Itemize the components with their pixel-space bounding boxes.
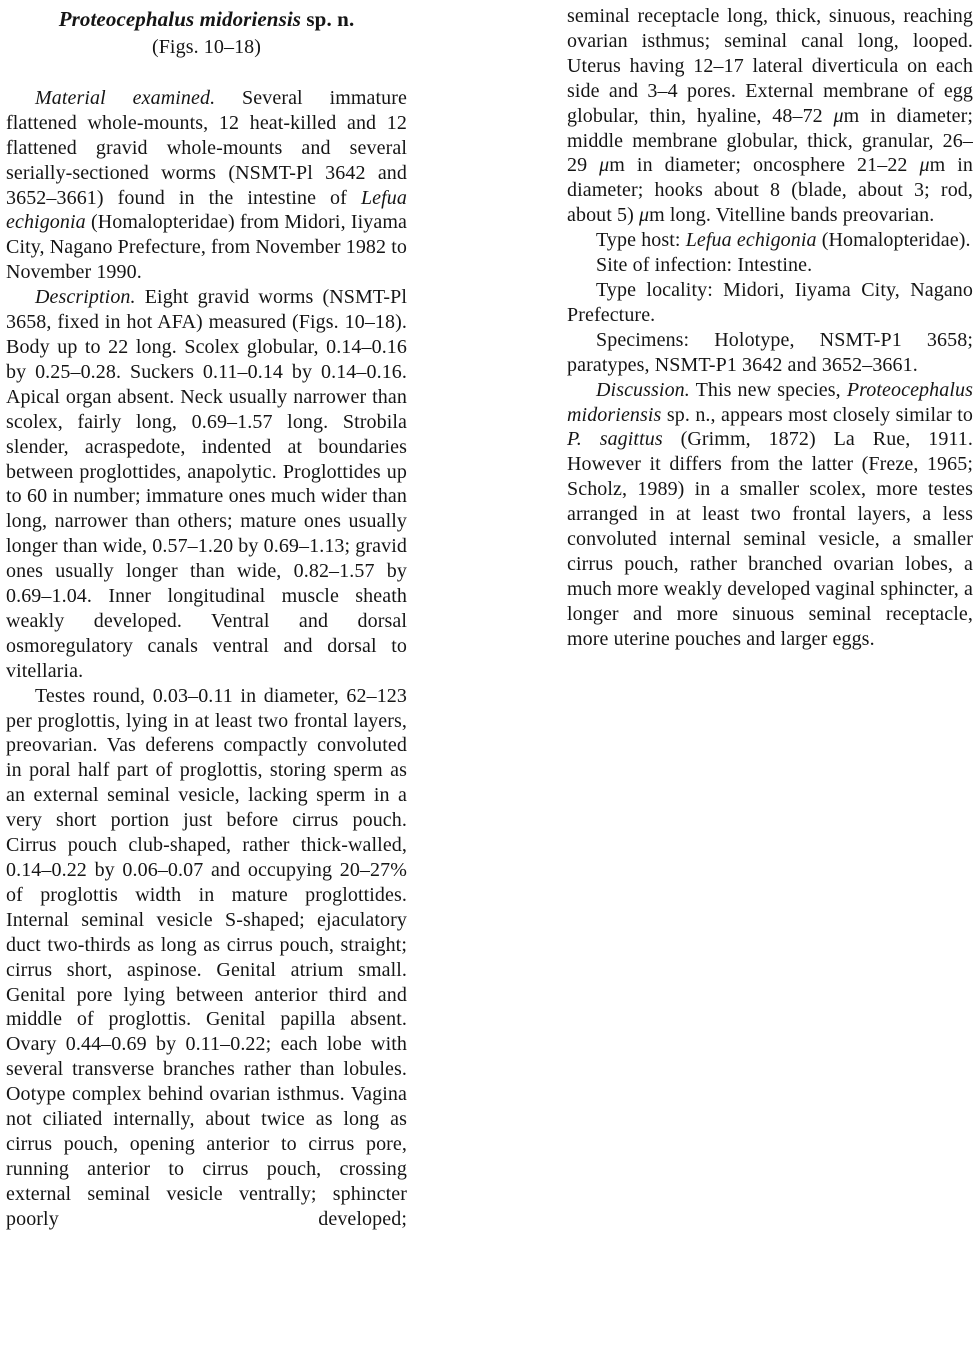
paragraph <box>567 253 973 278</box>
text-run: This new species, <box>689 378 847 401</box>
text-run: μ <box>599 154 610 177</box>
text-run: seminal receptacle long, thick, sinuous, reaching ovarian isthmus; seminal canal long, looped. Uterus having 12–17 lateral diverticula on each side and 3–4 pores. External membrane of egg globular, thin, hyaline, 48–72 <box>567 5 973 127</box>
text-run: Lefua echigonia <box>6 186 407 234</box>
text-run: Site of infection: Intestine. <box>596 254 813 277</box>
paragraph <box>567 228 973 253</box>
paragraph <box>567 378 973 652</box>
text-run: P. sagittus <box>567 428 663 451</box>
paragraph <box>567 278 973 328</box>
text-run: Proteocephalus midoriensis <box>567 378 973 426</box>
text-run: Type locality: Midori, Iiyama City, Nagano Prefecture. <box>567 278 973 326</box>
text-run: μ <box>833 104 844 127</box>
text-run: μ <box>919 154 930 177</box>
text-run: (Homalopteridae) from Midori, Iiyama City, Nagano Prefecture, from November 1982 to November 1990. <box>6 211 407 284</box>
paragraph <box>567 4 973 228</box>
text-run: Testes round, 0.03–0.11 in diameter, 62–123 per proglottis, lying in at least two frontal layers, preovarian. Vas deferens compactly convoluted in poral half part of proglottis, storing sperm as an external seminal vesicle, lacking sperm in a very short portion just before cirrus pouch. Cirrus pouch club-shaped, rather thick-walled, 0.14–0.22 by 0.06–0.07 and occupying 20–27% of proglottis width in mature proglottides. Internal seminal vesicle S-shaped; ejaculatory duct two-thirds as long as cirrus pouch, straight; cirrus short, aspinose. Genital atrium small. Genital pore lying between anterior third and middle of proglottis. Genital papilla absent. Ovary 0.44–0.69 by 0.11–0.22; each lobe with several transverse branches rather than lobules. Ootype complex behind ovarian isthmus. Vagina not ciliated internally, about twice as long as cirrus pouch, opening anterior to cirrus pore, running anterior to cirrus pouch, crossing external seminal vesicle ventrally; sphincter poorly developed; <box>6 684 407 1230</box>
text-run: Type host: <box>596 229 686 252</box>
text-run: μ <box>639 204 650 227</box>
text-run: Specimens: Holotype, NSMT-P1 3658; paratypes, NSMT-P1 3642 and 3652–3661. <box>567 328 973 376</box>
text-run: sp. n., appears most closely similar to <box>661 403 973 426</box>
text-run: m in diameter; middle membrane globular, thick, granular, 26–29 <box>567 104 973 177</box>
text-run: Several immature flattened whole-mounts, 12 heat-killed and 12 flattened gravid whole-mounts and several serially-sectioned worms (NSMT-Pl 3642 and 3652–3661) found in the intestine of <box>6 86 408 209</box>
text-run: Eight gravid worms (NSMT-Pl 3658, fixed in hot AFA) measured (Figs. 10–18). Body up to 22 long. Scolex globular, 0.14–0.16 by 0.25–0.28. Suckers 0.11–0.14 by 0.14–0.16. Apical organ absent. Neck usually narrower than scolex, fairly long, 0.69–1.57 long. Strobila slender, acraspedote, indented at boundaries between proglottides, anapolytic. Proglottides up to 60 in number; immature ones much wider than long, narrower than others; mature ones usually longer than wide, 0.57–1.20 by 0.69–1.13; gravid ones usually longer than wide, 0.82–1.57 by 0.69–1.04. Inner longitudinal muscle sheath weakly developed. Ventral and dorsal osmoregulatory canals ventral and dorsal to vitellaria. <box>6 286 407 682</box>
text-run: m in diameter; hooks about 8 (blade, about 3; rod, about 5) <box>567 154 973 227</box>
paragraph <box>6 86 407 285</box>
text-run: m long. Vitelline bands preovarian. <box>649 204 935 227</box>
right-column-text <box>567 4 973 652</box>
text-run: Lefua echigonia <box>685 229 817 252</box>
left-column-text <box>6 86 407 1232</box>
species-title <box>6 6 407 33</box>
paragraph <box>6 684 407 1232</box>
text-run: Discussion. <box>596 378 690 401</box>
left-column <box>6 6 407 1232</box>
paragraph <box>567 328 973 378</box>
text-run: (Homalopteridae). <box>816 229 971 252</box>
text-run: Material examined. <box>35 86 216 109</box>
figures-reference: (Figs. 10–18) <box>151 36 262 58</box>
text-run: (Grimm, 1872) La Rue, 1911. However it differs from the latter (Freze, 1965; Scholz, 1989) in a smaller scolex, more testes arranged in at least two frontal layers, a less convoluted internal seminal vesicle, a smaller cirrus pouch, rather branched ovarian lobes, a much more weakly developed vaginal sphincter, a longer and more sinuous seminal receptacle, more uterine pouches and larger eggs. <box>567 428 973 650</box>
text-run: Description. <box>35 286 136 309</box>
text-run: sp. n. <box>301 7 355 31</box>
text-run: m in diameter; oncosphere 21–22 <box>609 154 920 177</box>
right-column <box>567 4 973 652</box>
text-run: Proteocephalus midoriensis <box>58 7 302 31</box>
paragraph <box>6 285 407 684</box>
